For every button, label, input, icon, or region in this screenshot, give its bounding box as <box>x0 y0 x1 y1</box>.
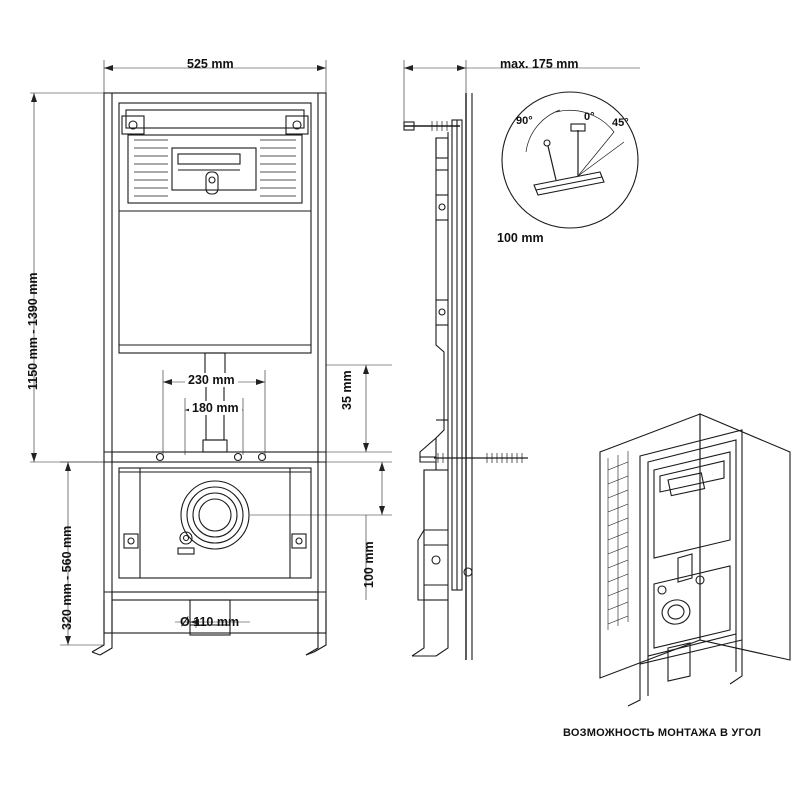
corner-install-caption: ВОЗМОЖНОСТЬ МОНТАЖА В УГОЛ <box>563 727 762 739</box>
dim-height-range: 1150 mm - 1390 mm <box>26 272 40 390</box>
cistern-outline <box>119 103 311 353</box>
dim-side-100: 100 mm <box>497 231 544 245</box>
dim-max-depth: max. 175 mm <box>500 57 579 71</box>
front-frame-outline <box>104 93 326 633</box>
lower-frame <box>119 468 311 578</box>
dim-width-top: 525 mm <box>187 57 234 71</box>
dim-35: 35 mm <box>340 370 354 410</box>
angle-90-label: 90° <box>516 115 533 127</box>
waste-outlet <box>181 481 249 549</box>
angle-45-label: 45° <box>612 117 629 129</box>
corner-cistern <box>654 452 730 558</box>
dim-100-front: 100 mm <box>362 541 376 588</box>
corner-wall-back <box>700 414 790 660</box>
corner-frame <box>640 430 742 664</box>
dim-180: 180 mm <box>189 401 242 415</box>
angle-0-label: 0° <box>584 111 595 123</box>
dim-height-low-range: 320 mm - 560 mm <box>60 525 74 630</box>
dim-230: 230 mm <box>185 373 238 387</box>
angle-detail-circle <box>502 92 638 228</box>
dim-outlet-diameter: Ø 110 mm <box>180 615 240 629</box>
